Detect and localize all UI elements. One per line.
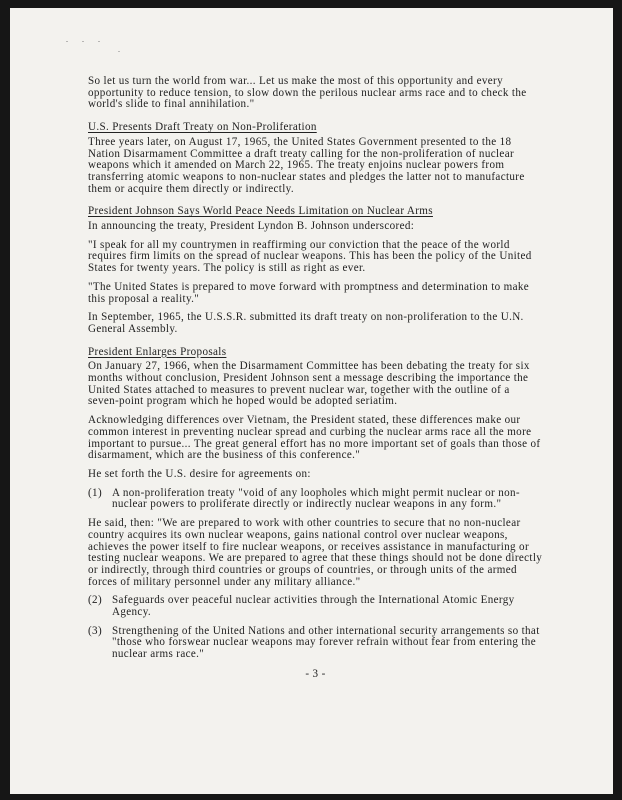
paragraph: Three years later, on August 17, 1965, the United States Government presented to the 18 Nation Disarmament Committee a draft treaty calling for the non-proliferation of nuclear weapons which it amended on March 22, 1965. The treaty enjoins nuclear powers from transferring atomic weapons to non-nuclear states and pledges the latter not to manufacture them or acquire them directly or indirectly. (88, 135, 525, 195)
intro-paragraph: So let us turn the world from war... Let us make the most of this opportunity and every opportunity to reduce tension, to slow down the perilous nuclear arms race and to check the world's slide to final annihilation." (88, 75, 527, 111)
section-heading-draft-treaty: U.S. Presents Draft Treaty on Non-Proliferation (88, 121, 317, 134)
document-page (10, 8, 613, 794)
paragraph: He said, then: "We are prepared to work with other countries to secure that no non-nuclear country acquires its own nuclear weapons, gains national control over nuclear weapons, achieves the power itself to fire nuclear weapons, or receives assistance in manufacturing or testing nuclear weapons. We are prepared to agree that these things should not be done directly or indirectly, through third countries or groups of countries, or through units of the armed forces of military personnel under any military alliance." (88, 517, 543, 588)
list-item-text: A non-proliferation treaty "void of any loopholes which might permit nuclear or non-nuclear powers to proliferate directly or indirectly nuclear weapons in any form." (112, 486, 520, 511)
paragraph: Acknowledging differences over Vietnam, the President stated, these differences make our common interest in preventing nuclear spread and curbing the nuclear arms race all the more important to pursue... The great general effort has no more important set of goals than those of disarmament, which are the business of this conference." (88, 414, 541, 462)
list-item (88, 595, 543, 618)
list-item-number: (1) (88, 486, 102, 499)
scan-marks: . . . (66, 35, 106, 44)
page-number: - 3 - (305, 667, 326, 680)
quote-paragraph: "The United States is prepared to move forward with promptness and determination to make this proposal a reality." (88, 280, 530, 305)
section-heading-enlarges-proposals: President Enlarges Proposals (88, 345, 227, 358)
list-item-number: (2) (88, 594, 102, 607)
quote-paragraph: "I speak for all my countrymen in reaffirming our conviction that the peace of the world requires firm limits on the spread of nuclear weapons. This has been the policy of the United States for twenty years. The policy is still as right as ever. (88, 238, 532, 275)
section-heading-world-peace: President Johnson Says World Peace Needs Limitation on Nuclear Arms (88, 205, 433, 218)
paragraph: On January 27, 1966, when the Disarmament Committee has been debating the treaty for six months without conclusion, President Johnson sent a message describing the importance the United States attached to measures to prevent nuclear war, together with the outline of a seven-point program which he hoped would be adopted seriatim. (88, 360, 530, 408)
list-item-text: Strengthening of the United Nations and other international security arrangements so that "those who forswear nuclear weapons may forever refrain without fear from entering the nuclear arms race." (112, 624, 540, 661)
paragraph: In announcing the treaty, President Lyndon B. Johnson underscored: (88, 220, 415, 233)
list-item-number: (3) (88, 624, 102, 637)
paragraph: He set forth the U.S. desire for agreements on: (88, 467, 311, 480)
scan-mark: . (118, 45, 121, 54)
list-item (88, 626, 543, 661)
list-item (88, 488, 543, 511)
paragraph: In September, 1965, the U.S.S.R. submitted its draft treaty on non-proliferation to the U.N. General Assembly. (88, 311, 524, 335)
list-item-text: Safeguards over peaceful nuclear activities through the International Atomic Energy Agency. (112, 594, 515, 619)
